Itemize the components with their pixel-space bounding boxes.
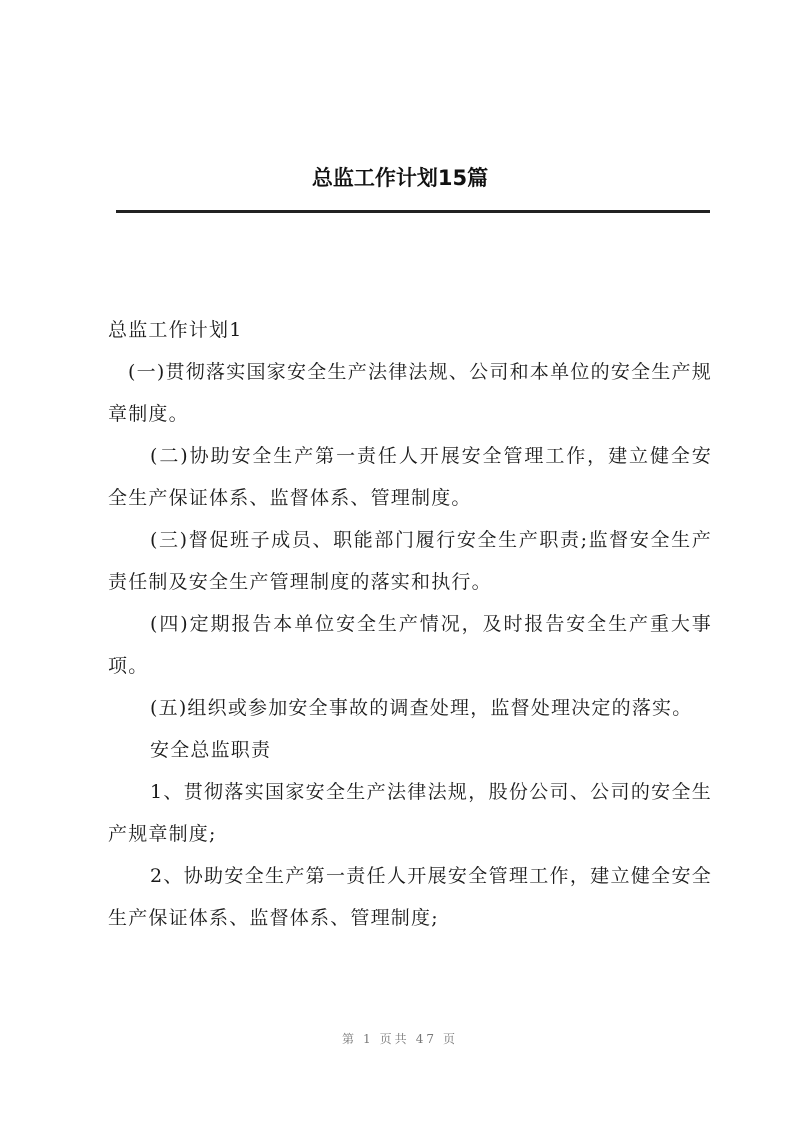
footer-total-pages: 47 — [415, 1032, 437, 1046]
footer-middle: 页共 — [379, 1032, 410, 1046]
paragraph: (四)定期报告本单位安全生产情况，及时报告安全生产重大事项。 — [108, 613, 712, 677]
document-body — [108, 309, 712, 939]
paragraph: (五)组织或参加安全事故的调查处理，监督处理决定的落实。 — [150, 697, 693, 719]
section-heading: 总监工作计划1 — [108, 319, 243, 341]
paragraph: (三)督促班子成员、职能部门履行安全生产职责;监督安全生产责任制及安全生产管理制度的落实和执行。 — [108, 529, 712, 593]
page-footer — [0, 1030, 800, 1047]
title-divider — [116, 210, 710, 213]
paragraph: (一)贯彻落实国家安全生产法律法规、公司和本单位的安全生产规章制度。 — [108, 361, 712, 425]
section-heading: 安全总监职责 — [150, 739, 272, 761]
paragraph: 2、协助安全生产第一责任人开展安全管理工作，建立健全安全生产保证体系、监督体系、管理制度; — [108, 865, 712, 929]
footer-page-number: 1 — [363, 1032, 374, 1046]
paragraph: (二)协助安全生产第一责任人开展安全管理工作，建立健全安全生产保证体系、监督体系、管理制度。 — [108, 445, 712, 509]
footer-prefix: 第 — [342, 1032, 358, 1046]
footer-suffix: 页 — [442, 1032, 458, 1046]
paragraph: 1、贯彻落实国家安全生产法律法规，股份公司、公司的安全生产规章制度; — [108, 781, 712, 845]
document-title: 总监工作计划15篇 — [311, 166, 489, 190]
